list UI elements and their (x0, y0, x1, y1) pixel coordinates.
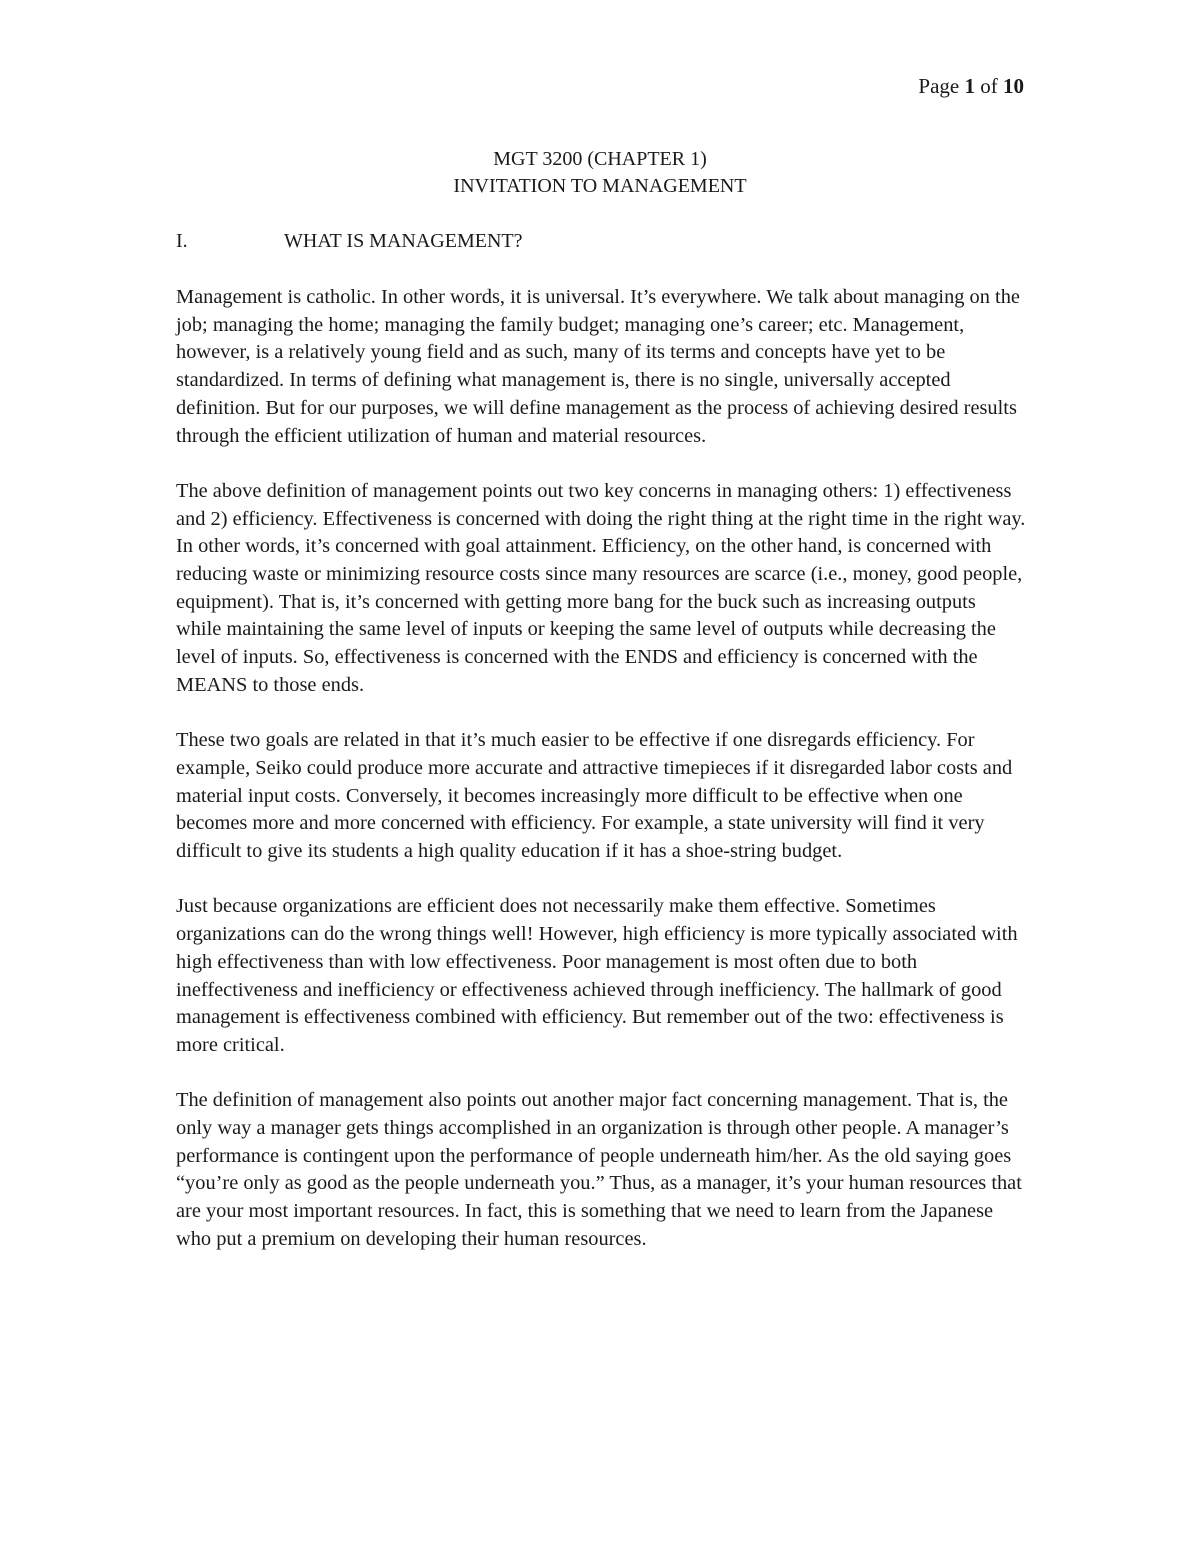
page-prefix: Page (918, 74, 960, 98)
document-title (0, 146, 1200, 200)
paragraph-goals-related: These two goals are related in that it’s much easier to be effective if one disregards efficiency. For example, Seiko could produce more accurate and attractive timepieces if it disregarded labor costs and material input costs. Conversely, it becomes increasingly more difficult to be effective when one becomes more and more concerned with efficiency. For example, a state university will find it very difficult to give its students a high quality education if it has a shoe-string budget. (176, 729, 1013, 863)
section-number: I. (176, 230, 188, 252)
page-number (918, 72, 1024, 100)
paragraph-effectiveness-efficiency: The above definition of management points out two key concerns in managing others: 1) effectiveness and 2) efficiency. Effectiveness is concerned with doing the right thing at the right time in the right way. In other words, it’s concerned with goal attainment. Efficiency, on the other hand, is concerned with reducing waste or minimizing resource costs since many resources are scarce (i.e., money, good people, equipment). That is, it’s concerned with getting more bang for the buck such as increasing outputs while maintaining the same level of inputs or keeping the same level of outputs while decreasing the level of inputs. So, effectiveness is concerned with the ENDS and efficiency is concerned with the MEANS to those ends. (176, 479, 1026, 696)
current-page: 1 (964, 74, 975, 98)
section-title: WHAT IS MANAGEMENT? (284, 230, 523, 252)
section-heading (176, 228, 523, 255)
chapter-title: INVITATION TO MANAGEMENT (453, 175, 747, 197)
paragraph-efficient-not-effective: Just because organizations are efficient does not necessarily make them effective. Sometimes organizations can do the wrong things well! However, high efficiency is more typically associated with high effectiveness than with low effectiveness. Poor management is most often due to both ineffectiveness and inefficiency or effectiveness achieved through inefficiency. The hallmark of good management is effectiveness combined with efficiency. But remember out of the two: effectiveness is more critical. (176, 895, 1018, 1056)
paragraph-definition: Management is catholic. In other words, it is universal. It’s everywhere. We talk about managing on the job; managing the home; managing the family budget; managing one’s career; etc. Management, however, is a relatively young field and as such, many of its terms and concepts have yet to be standardized. In terms of defining what management is, there is no single, universally accepted definition. But for our purposes, we will define management as the process of achieving desired results through the efficient utilization of human and material resources. (176, 286, 1020, 447)
body-text (176, 284, 1026, 1281)
page-of-label: of (980, 74, 998, 98)
paragraph-through-people: The definition of management also points out another major fact concerning management. That is, the only way a manager gets things accomplished in an organization is through other people. A manager’s performance is contingent upon the performance of people underneath him/her. As the old saying goes “you’re only as good as the people underneath you.” Thus, as a manager, it’s your human resources that are your most important resources. In fact, this is something that we need to learn from the Japanese who put a premium on developing their human resources. (176, 1089, 1022, 1250)
total-pages: 10 (1003, 74, 1024, 98)
course-title: MGT 3200 (CHAPTER 1) (493, 148, 707, 170)
